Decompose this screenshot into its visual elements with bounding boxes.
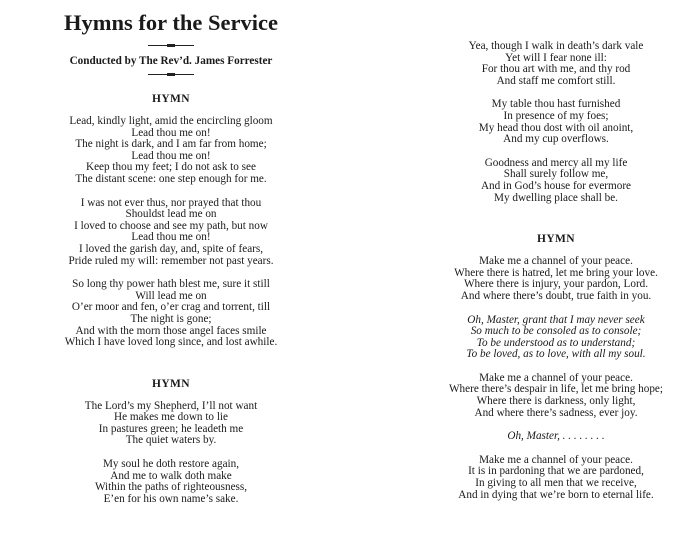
lyric-line: And my cup overflows. bbox=[503, 133, 609, 146]
ornament-divider bbox=[148, 45, 194, 46]
lyric-line: In pastures green; he leadeth me bbox=[98, 422, 244, 435]
officiant-line: Conducted by The Rev’d. James Forrester bbox=[69, 55, 273, 67]
lyric-line: Oh, Master, . . . . . . . . bbox=[507, 430, 605, 443]
lyric-line: The quiet waters by. bbox=[125, 434, 217, 447]
lyric-line: Keep thou my feet; I do not ask to see bbox=[86, 161, 256, 174]
refrain-stanza bbox=[440, 315, 672, 361]
lyric-line: It is in pardoning that we are pardoned, bbox=[468, 465, 644, 478]
lyric-line: For thou art with me, and thy rod bbox=[481, 63, 631, 76]
lyric-line: And in God’s house for evermore bbox=[480, 179, 632, 192]
lyric-line: Will lead me on bbox=[135, 289, 207, 302]
lyric-line: He makes me down to lie bbox=[113, 411, 229, 424]
lyric-line: The night is dark, and I am far from home; bbox=[75, 138, 267, 151]
lyric-line: Goodness and mercy all my life bbox=[484, 156, 628, 169]
lyric-line: The night is gone; bbox=[130, 312, 212, 325]
lyric-line: Lead thou me on! bbox=[131, 149, 211, 162]
lyric-line: I loved the garish day, and, spite of fears, bbox=[78, 242, 264, 255]
lyric-line: Where there’s despair in life, let me bring hope; bbox=[448, 383, 664, 396]
lyric-line: Which I have loved long since, and lost awhile. bbox=[64, 336, 278, 349]
lyric-line: Lead, kindly light, amid the encircling gloom bbox=[69, 115, 273, 127]
lyric-line: So much to be consoled as to console; bbox=[470, 325, 642, 338]
hymn-stanza bbox=[440, 256, 672, 302]
hymn-heading: HYMN bbox=[151, 93, 190, 105]
lyric-line: Within the paths of righteousness, bbox=[94, 481, 248, 494]
lyric-line: The distant scene: one step enough for me. bbox=[75, 172, 267, 185]
lyric-line: And where there’s doubt, true faith in you. bbox=[460, 289, 652, 302]
lyric-line: I loved to choose and see my path, but now bbox=[74, 219, 268, 232]
lyric-line: To be understood as to understand; bbox=[476, 336, 636, 349]
hymn-stanza bbox=[440, 41, 672, 87]
lyric-line: And where there’s sadness, ever joy. bbox=[474, 406, 638, 419]
lyric-line: My soul he doth restore again, bbox=[102, 458, 240, 471]
lyric-line: My table thou hast furnished bbox=[491, 98, 621, 111]
lyric-line: And me to walk doth make bbox=[110, 469, 232, 482]
lyric-line: Shall surely follow me, bbox=[503, 168, 609, 181]
lyric-line: To be loved, as to love, with all my soul. bbox=[466, 348, 646, 361]
lyric-line: And with the morn those angel faces smile bbox=[75, 324, 267, 337]
left-page bbox=[40, 0, 302, 505]
page-title: Hymns for the Service bbox=[64, 10, 278, 35]
right-page bbox=[440, 0, 672, 501]
lyric-line: In presence of my foes; bbox=[503, 109, 609, 122]
lyric-line: And staff me comfort still. bbox=[496, 74, 616, 87]
lyric-line: Where there is injury, your pardon, Lord. bbox=[463, 278, 649, 291]
hymn-heading: HYMN bbox=[536, 233, 575, 246]
lyric-line: My head thou dost with oil anoint, bbox=[478, 121, 634, 134]
lyric-line: In giving to all men that we receive, bbox=[475, 477, 637, 490]
hymn-stanza bbox=[40, 116, 302, 186]
hymn-stanza bbox=[440, 99, 672, 145]
lyric-line: Oh, Master, grant that I may never seek bbox=[467, 313, 645, 326]
lyric-line: Yea, though I walk in death’s dark vale bbox=[468, 40, 644, 52]
refrain-stanza bbox=[440, 431, 672, 443]
hymn-stanza bbox=[440, 373, 672, 419]
lyric-line: My dwelling place shall be. bbox=[494, 191, 618, 204]
lyric-line: Lead thou me on! bbox=[131, 231, 211, 244]
lyric-line: Pride ruled my will: remember not past years. bbox=[68, 254, 274, 267]
hymn-stanza bbox=[440, 158, 672, 204]
lyric-line: Yet will I fear none ill: bbox=[505, 51, 607, 64]
hymn-heading: HYMN bbox=[151, 377, 190, 390]
hymn-stanza bbox=[40, 459, 302, 505]
lyric-line: O’er moor and fen, o’er crag and torrent, till bbox=[71, 301, 271, 314]
lyric-line: Where there is hatred, let me bring your love. bbox=[454, 266, 658, 279]
lyric-line: The Lord’s my Shepherd, I’ll not want bbox=[84, 399, 258, 412]
lyric-line: Shouldst lead me on bbox=[125, 208, 217, 221]
lyric-line: Where there is darkness, only light, bbox=[476, 395, 636, 408]
lyric-line: And in dying that we’re born to eternal life. bbox=[458, 488, 654, 501]
lyric-line: Make me a channel of your peace. bbox=[479, 255, 633, 268]
hymn-stanza bbox=[40, 279, 302, 349]
lyric-line: Make me a channel of your peace. bbox=[479, 453, 633, 466]
hymn-stanza bbox=[40, 198, 302, 268]
lyric-line: Lead thou me on! bbox=[131, 126, 211, 139]
lyric-line: I was not ever thus, nor prayed that thou bbox=[80, 196, 262, 209]
hymn-stanza bbox=[40, 401, 302, 447]
lyric-line: E’en for his own name’s sake. bbox=[103, 492, 239, 505]
lyric-line: So long thy power hath blest me, sure it still bbox=[72, 278, 270, 291]
ornament-divider bbox=[148, 74, 194, 75]
hymn-stanza bbox=[440, 455, 672, 501]
lyric-line: Make me a channel of your peace. bbox=[479, 371, 633, 384]
